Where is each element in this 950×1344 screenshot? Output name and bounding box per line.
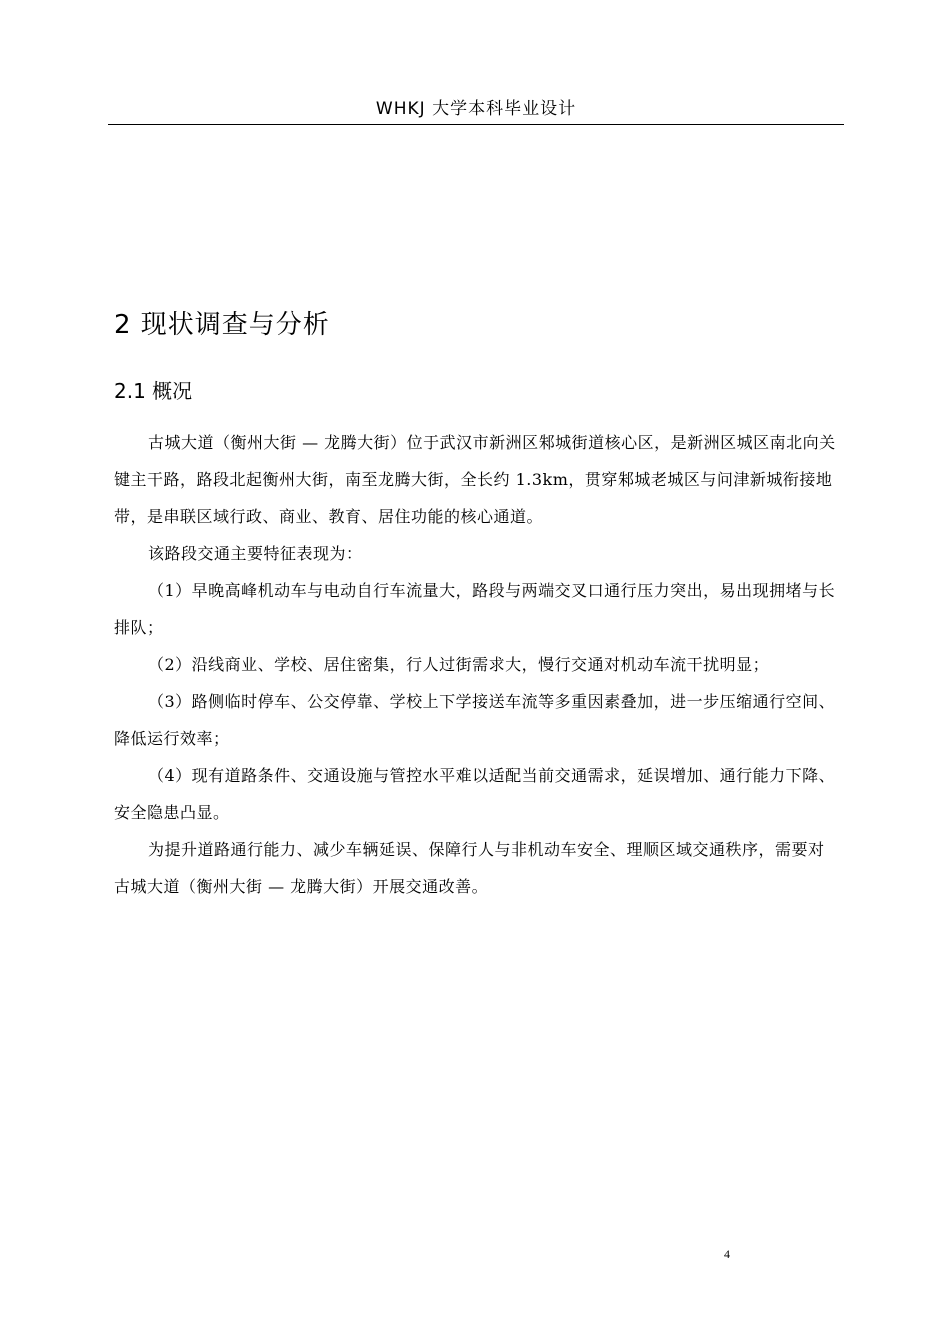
- page-header: [108, 96, 844, 125]
- page-number: 4: [724, 1247, 730, 1261]
- body-text: [114, 424, 838, 905]
- section-title: 2.1 概况: [114, 379, 193, 403]
- paragraph-feature-3: （3）路侧临时停车、公交停靠、学校上下学接送车流等多重因素叠加，进一步压缩通行空间、降低运行效率；: [114, 692, 836, 748]
- paragraph-features-intro: 该路段交通主要特征表现为：: [148, 544, 363, 563]
- header-title: WHKJ 大学本科毕业设计: [375, 99, 577, 119]
- paragraph-feature-1: （1）早晚高峰机动车与电动自行车流量大，路段与两端交叉口通行压力突出，易出现拥堵与长排队；: [114, 581, 836, 637]
- paragraph-conclusion: 为提升道路通行能力、减少车辆延误、保障行人与非机动车安全、理顺区域交通秩序，需要对古城大道（衡州大街 — 龙腾大街）开展交通改善。: [114, 840, 825, 896]
- chapter-title: 2 现状调查与分析: [114, 310, 330, 340]
- paragraph-feature-4: （4）现有道路条件、交通设施与管控水平难以适配当前交通需求，延误增加、通行能力下降、安全隐患凸显。: [114, 766, 836, 822]
- paragraph-feature-2: （2）沿线商业、学校、居住密集，行人过街需求大，慢行交通对机动车流干扰明显；: [148, 655, 770, 674]
- paragraph-overview: 古城大道（衡州大街 — 龙腾大街）位于武汉市新洲区邾城街道核心区，是新洲区城区南北向关键主干路，路段北起衡州大街，南至龙腾大街，全长约 1.3km，贯穿邾城老城区与问津新城衔接地带，是串联区域行政、商业、教育、居住功能的核心通道。: [114, 433, 836, 526]
